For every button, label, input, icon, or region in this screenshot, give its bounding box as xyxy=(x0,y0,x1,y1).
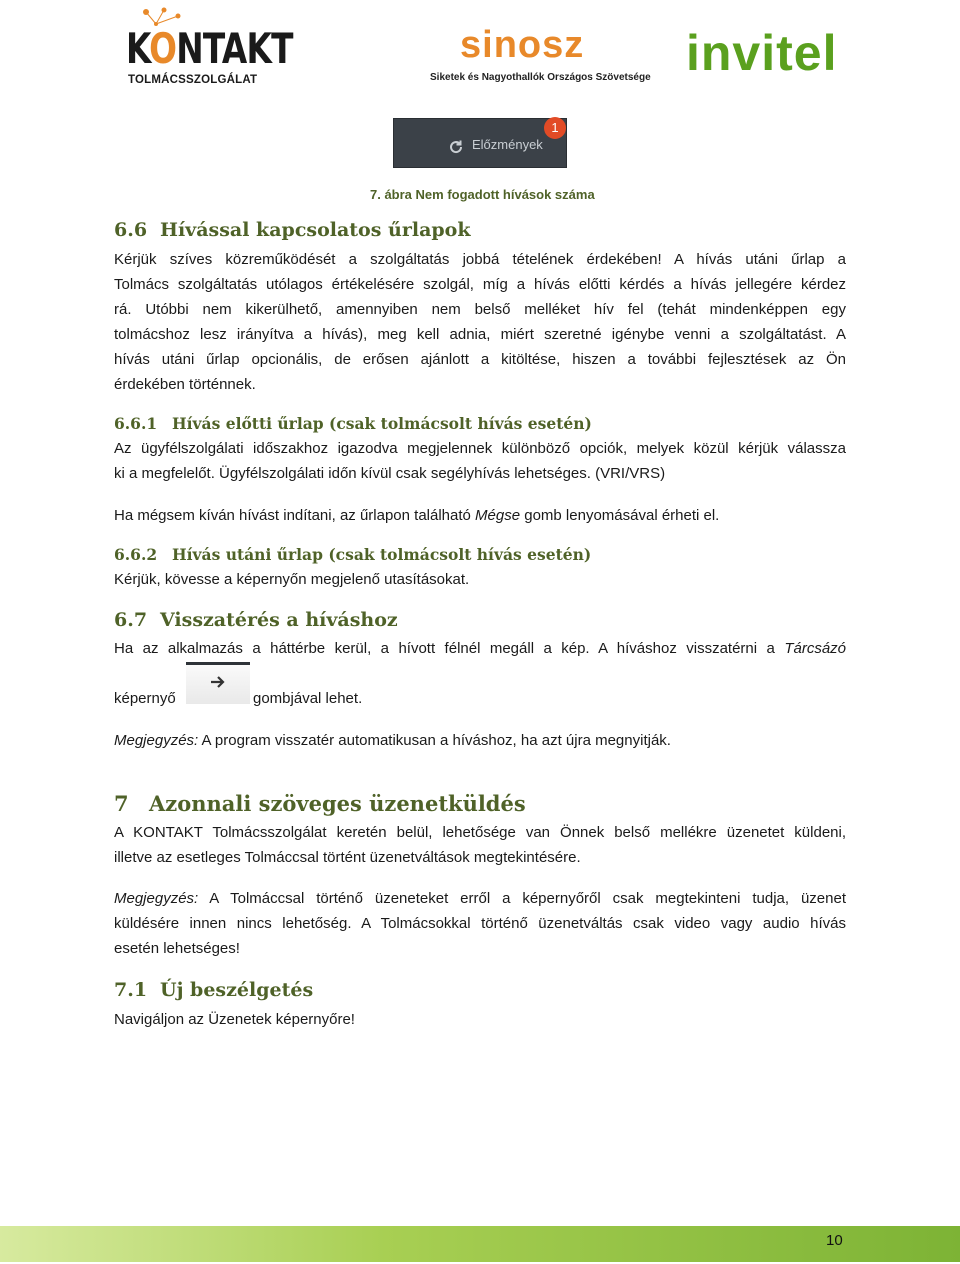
paragraph-6-6-1-cancel: Ha mégsem kíván hívást indítani, az űrlapon található Mégse gomb lenyomásával érheti el. xyxy=(114,507,720,524)
paragraph-6-6-2: Kérjük, kövesse a képernyőn megjelenő utasításokat. xyxy=(114,571,470,588)
kontakt-subtitle: TOLMÁCSSZOLGÁLAT xyxy=(128,74,258,86)
paragraph-6-7: Ha az alkalmazás a háttérbe kerül, a hívott félnél megáll a kép. A híváshoz visszatérni a Tárcsázó xyxy=(114,640,846,657)
history-button-screenshot xyxy=(393,118,567,168)
sinosz-subtitle: Siketek és Nagyothallók Országos Szövetsége xyxy=(430,72,651,83)
heading-6-6: 6.6 Hívással kapcsolatos űrlapok xyxy=(114,219,471,241)
arrow-right-icon xyxy=(210,675,226,689)
invitel-logo: invitel xyxy=(686,25,838,81)
sinosz-logo xyxy=(430,24,651,90)
refresh-icon xyxy=(448,139,464,155)
missed-calls-badge: 1 xyxy=(544,117,566,139)
sinosz-wordmark: sinosz xyxy=(460,24,585,66)
paragraph-7: A KONTAKT Tolmácsszolgálat keretén belül, lehetősége van Önnek belső mellékre üzenetet küldeni, illetve az esetleges Tolmáccsal történt üzenetváltások megtekintésére. xyxy=(114,824,846,866)
paragraph-6-7-button-text: gombjával lehet. xyxy=(253,690,363,707)
heading-7-1: 7.1 Új beszélgetés xyxy=(114,979,314,1001)
note-6-7: Megjegyzés: A program visszatér automatikusan a híváshoz, ha azt újra megnyitják. xyxy=(114,732,671,749)
paragraph-6-7-screen-label: képernyő xyxy=(114,690,176,707)
heading-7: 7 Azonnali szöveges üzenetküldés xyxy=(114,791,526,816)
kontakt-wordmark: KONTAKT xyxy=(126,24,293,73)
return-to-call-button-screenshot xyxy=(186,662,250,704)
figure-caption: 7. ábra Nem fogadott hívások száma xyxy=(370,187,595,202)
note-7: Megjegyzés: A Tolmáccsal történő üzeneteket erről a képernyőről csak megtekinteni tudja, üzenet küldésére innen nincs lehetőség. A Tolmácsokkal történő üzenetváltás csak video vagy audio hívás esetén lehetséges! xyxy=(114,890,846,957)
paragraph-7-1: Navigáljon az Üzenetek képernyőre! xyxy=(114,1011,355,1028)
heading-6-6-1: 6.6.1 Hívás előtti űrlap (csak tolmácsolt hívás esetén) xyxy=(114,414,592,433)
kontakt-logo xyxy=(126,6,293,88)
history-button-label: Előzmények xyxy=(472,137,543,152)
paragraph-6-6: Kérjük szíves közreműködését a szolgáltatás jobbá tételének érdekében! A hívás utáni űrlap a Tolmács szolgáltatás utólagos értékelésére szolgál, míg a hívás előtti kérdés a hívás jellegére kérdez rá. Utóbbi nem kikerülhető, amennyiben nem belső melléket hív fel (tehát mindenképpen egy tolmácshoz lesz irányítva a hívás), meg kell adnia, miért szeretné igénybe venni a szolgáltatást. A hívás utáni űrlap opcionális, de erősen ajánlott a kitöltése, hiszen a további fejlesztések az Ön érdekében történnek. xyxy=(114,251,846,393)
paragraph-6-6-1: Az ügyfélszolgálati időszakhoz igazodva megjelennek különböző opciók, melyek közül kérjük válassza ki a megfelelőt. Ügyfélszolgálati időn kívül csak segélyhívás lehetséges. (VRI/VRS) xyxy=(114,440,846,482)
page-number: 10 xyxy=(826,1232,843,1249)
heading-6-6-2: 6.6.2 Hívás utáni űrlap (csak tolmácsolt hívás esetén) xyxy=(114,545,592,564)
footer-bar xyxy=(0,1226,960,1262)
heading-6-7: 6.7 Visszatérés a híváshoz xyxy=(114,609,398,631)
